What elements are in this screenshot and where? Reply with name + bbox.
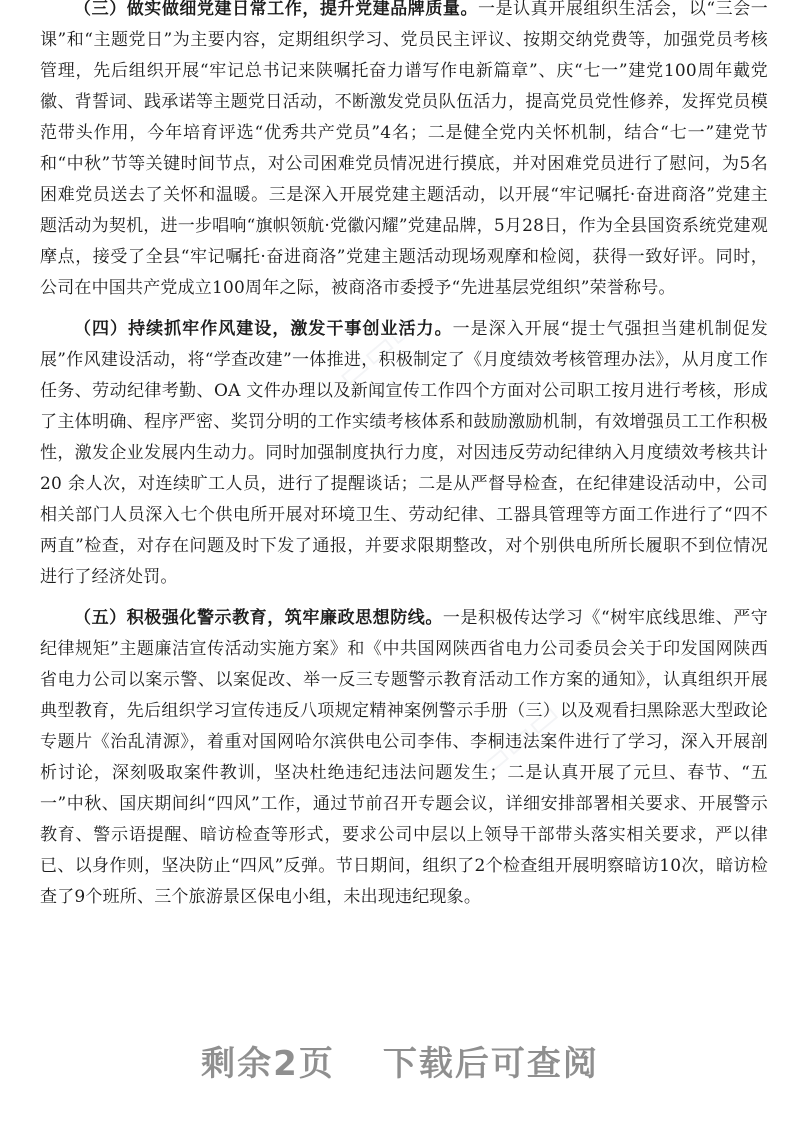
paragraph-heading: （五）积极强化警示教育，筑牢廉政思想防线。 xyxy=(74,608,443,628)
paragraph-work-style xyxy=(40,314,768,593)
remaining-pages-label: 剩余2页 xyxy=(201,1044,335,1084)
paragraph-text: 一是积极传达学习《“树牢底线思维、严守纪律规矩”主题廉洁宣传活动实施方案》和《中共国网陕西省电力公司委员会关于印发国网陕西省电力公司以案示警、以案促改、举一反三专题警示教育活动工作方案的通知》，认真组织开展典型教育，先后组织学习宣传违反八项规定精神案例警示手册（三）以及观看扫黑除恶大型政论专题片《治乱清源》，着重对国网哈尔滨供电公司李伟、李桐违法案件进行了学习，深入开展剖析讨论，深刻吸取案件教训，坚决杜绝违纪违法问题发生；二是认真开展了元旦、春节、“五一”中秋、国庆期间纠“四风”工作，通过节前召开专题会议，详细安排部署相关要求、开展警示教育、警示语提醒、暗访检查等形式，要求公司中层以上领导干部带头落实相关要求，严以律已、以身作则，坚决防止“四风”反弹。节日期间，组织了2个检查组开展明察暗访10次，暗访检查了9个班所、三个旅游景区保电小组，未出现违纪现象。 xyxy=(40,608,768,907)
paragraph-heading: （三）做实做细党建日常工作，提升党建品牌质量。 xyxy=(74,0,479,19)
watermark-mark: ▭▭▭ xyxy=(468,693,568,787)
paragraph-heading: （四）持续抓牢作风建设，激发干事创业活力。 xyxy=(74,319,453,339)
paragraph-warning-education xyxy=(40,603,768,913)
download-to-view-label: 下载后可查阅 xyxy=(382,1044,599,1084)
paragraph-text: 一是深入开展“提士气强担当建机制促发展”作风建设活动，将“学查改建”一体推进，积极制定了《月度绩效考核管理办法》，从月度工作任务、劳动纪律考勤、OA 文件办理以及新闻宣传工作四个方面对公司职工按月进行考核，形成了主体明确、程序严密、奖罚分明的工作实绩考核体系和鼓励激励机制，有效增强员工工作积极性，激发企业发展内生动力。同时加强制度执行力度，对因违反劳动纪律纳入月度绩效考核共计 20 余人次，对连续旷工人员，进行了提醒谈话；二是从严督导检查，在纪律建设活动中，公司相关部门人员深入七个供电所开展对环境卫生、劳动纪律、工器具管理等方面工作进行了“四不两直”检查，对存在问题及时下发了通报，并要求限期整改，对个别供电所所长履职不到位情况进行了经济处罚。 xyxy=(40,319,768,587)
paragraph-party-building xyxy=(40,0,768,304)
watermark-mark: ▭▭▭ xyxy=(328,303,428,397)
paragraph-text: 一是认真开展组织生活会，以“三会一课”和“主题党日”为主要内容，定期组织学习、党员民主评议、按期交纳党费等，加强党员考核管理，先后组织开展“牢记总书记来陕嘱托奋力谱写作电新篇章”、庆“七一”建党100周年戴党徽、背誓词、践承诺等主题党日活动，不断激发党员队伍活力，提高党员党性修养，发挥党员模范带头作用，今年培育评选“优秀共产党员”4名；二是健全党内关怀机制，结合“七一”建党节和“中秋”节等关键时间节点，对公司困难党员情况进行摸底，并对困难党员进行了慰问，为5名困难党员送去了关怀和温暖。三是深入开展党建主题活动，以开展“牢记嘱托·奋进商洛”党建主题活动为契机，进一步唱响“旗帜领航·党徽闪耀”党建品牌，5月28日，作为全县国资系统党建观摩点，接受了全县“牢记嘱托·奋进商洛”党建主题活动现场观摩和检阅，获得一致好评。同时，公司在中国共产党成立100周年之际，被商洛市委授予“先进基层党组织”荣誉称号。 xyxy=(40,0,768,298)
document-body xyxy=(40,0,768,923)
download-prompt[interactable] xyxy=(0,1036,800,1085)
